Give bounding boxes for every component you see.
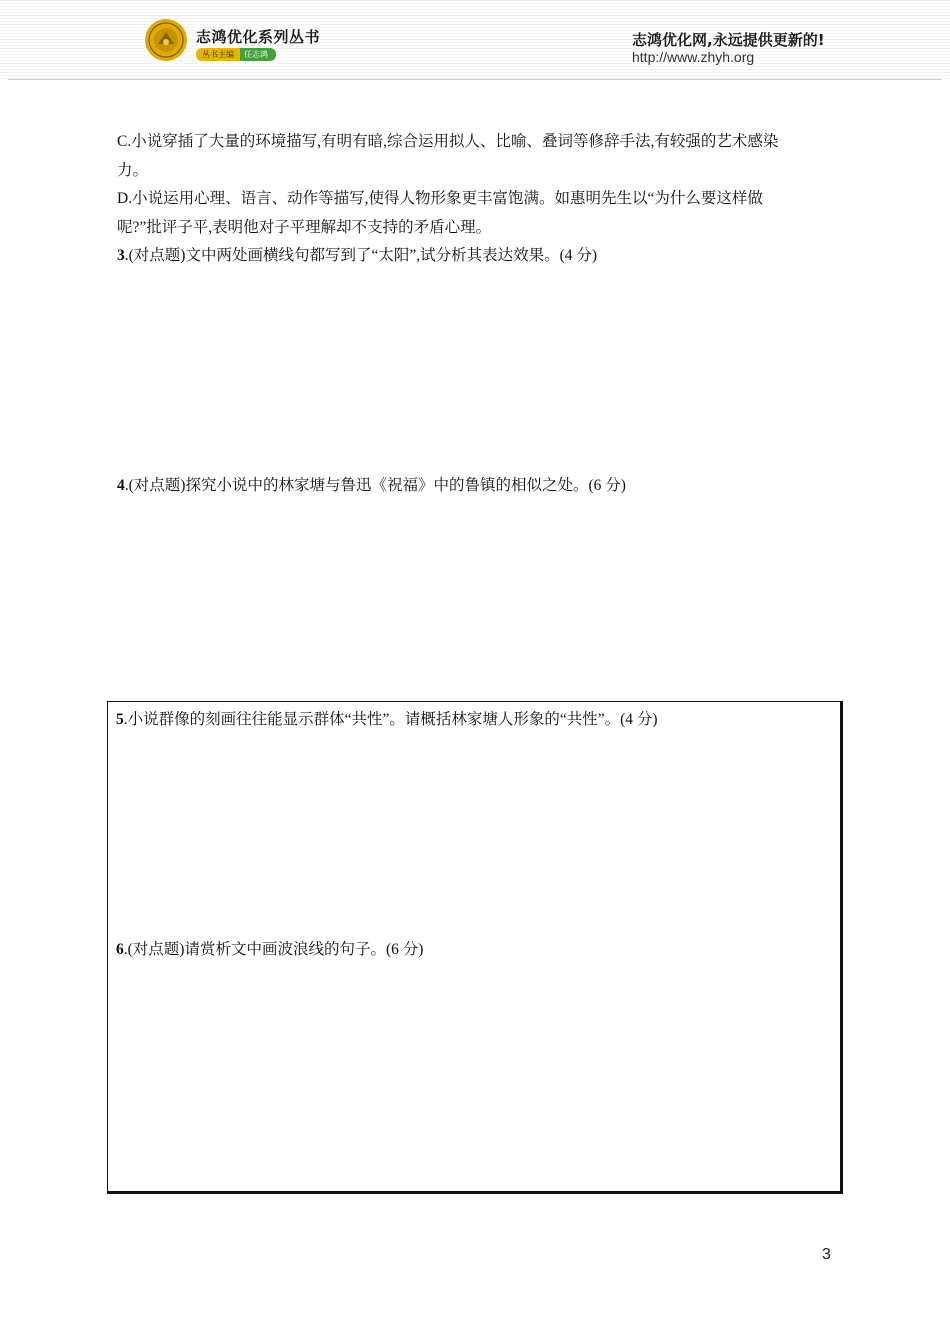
option-d-line2: 呢?”批评子平,表明他对子平理解却不支持的矛盾心理。 <box>117 219 492 236</box>
question-6-number: 6 <box>116 941 124 958</box>
header-divider <box>8 79 942 80</box>
option-d-line1: D.小说运用心理、语言、动作等描写,使得人物形象更丰富饱满。如惠明先生以“为什么要这样做 <box>117 190 763 207</box>
page-header <box>0 0 950 80</box>
question-5 <box>116 705 816 734</box>
option-c-line2: 力。 <box>117 162 149 179</box>
question-5-number: 5 <box>116 711 124 728</box>
page-number: 3 <box>822 1246 831 1263</box>
question-6 <box>116 935 816 964</box>
question-6-text: .(对点题)请赏析文中画波浪线的句子。(6 分) <box>123 941 424 958</box>
question-4-number: 4 <box>117 477 125 494</box>
logo-seal-icon <box>144 18 188 62</box>
answer-box <box>107 701 843 1194</box>
option-c-line1: C.小说穿插了大量的环境描写,有明有暗,综合运用拟人、比喻、叠词等修辞手法,有较强的艺术感染 <box>117 133 779 150</box>
brand-title: 志鸿优化系列丛书 <box>196 28 321 46</box>
question-3 <box>117 241 833 270</box>
brand-editor-badge <box>196 48 276 61</box>
question-5-text: .小说群像的刻画往往能显示群体“共性”。请概括林家塘人形象的“共性”。(4 分) <box>123 711 658 728</box>
editor-name: 任志鸿 <box>240 48 276 61</box>
question-3-text: .(对点题)文中两处画横线句都写到了“太阳”,试分析其表达效果。(4 分) <box>124 247 598 264</box>
question-4-text: .(对点题)探究小说中的林家塘与鲁迅《祝福》中的鲁镇的相似之处。(6 分) <box>124 477 626 494</box>
editor-label: 丛书主编 <box>196 48 240 61</box>
question-4 <box>117 471 833 500</box>
header-url-link[interactable]: http://www.zhyh.org <box>632 49 755 65</box>
header-slogan: 志鸿优化网,永远提供更新的! <box>632 31 825 49</box>
question-3-number: 3 <box>117 247 125 264</box>
